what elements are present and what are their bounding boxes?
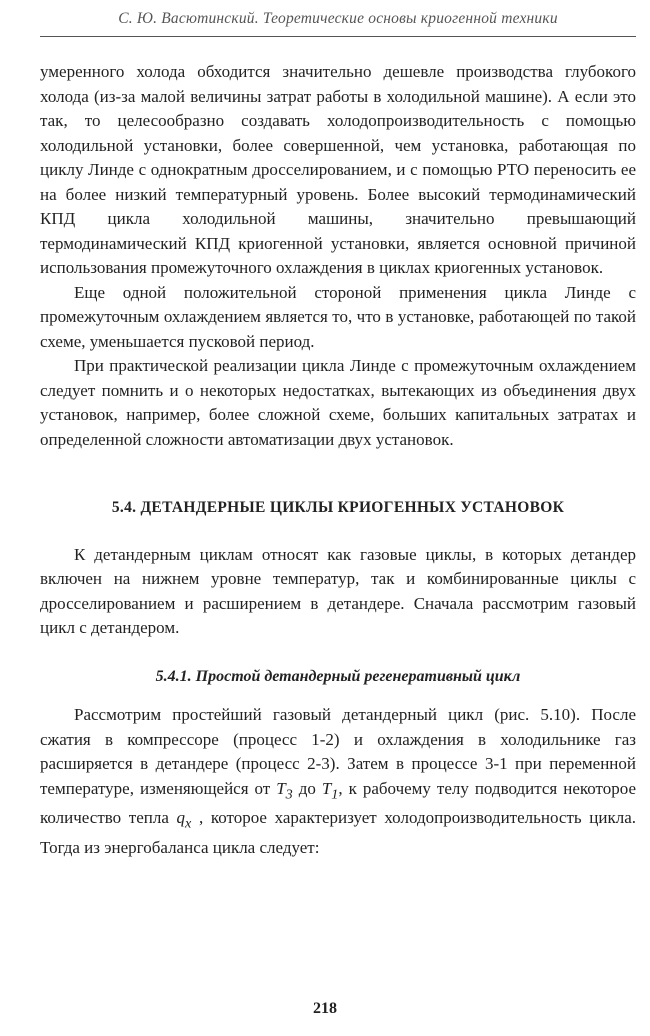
text-part-c: , которое характеризует холодопроизводительность цикла. Тогда из энергобаланса цикла следует: [40, 808, 637, 858]
paragraph-drawbacks: При практической реализации цикла Линде с промежуточным охлаждением следует помнить и о некоторых недостатках, вытекающих из объединения двух установок, например, более сложной схеме, больших капитальных затратах и определенной сложности автоматизации двух установок. [40, 356, 636, 449]
symbol-t1: $T_1$ [321, 778, 339, 802]
symbol-t3: $T_3$ [276, 778, 293, 802]
page-number: 218 [313, 1000, 337, 1017]
paragraph-continuation: умеренного холода обходится значительно дешевле производства глубокого холода (из-за малой величины затрат работы в холодильной машине). А если это так, то целесообразно создавать холодопроизводительность с помощью холодильной установки, более совершенной, чем установка, работающая по циклу Линде с однократным дросселированием, и с помощью РТО переносить ее на более низкий температурный уровень. Более высокий термодинамический КПД цикла холодильной машины, значительно превышающий термодинамический КПД криогенной установки, является основной причиной использования промежуточного охлаждения в циклах криогенных установок. [40, 62, 636, 277]
text-part-b: , к рабочему телу подводится некоторое количество тепла [40, 778, 636, 828]
symbol-qx: $q_x$ [176, 808, 192, 832]
page-body [40, 60, 636, 861]
text-mid: до [298, 778, 316, 798]
section-heading: 5.4. ДЕТАНДЕРНЫЕ ЦИКЛЫ КРИОГЕННЫХ УСТАНОВОК [111, 499, 565, 516]
subsection-heading: 5.4.1. Простой детандерный регенеративный цикл [155, 667, 521, 685]
header-divider [40, 36, 636, 37]
running-header: С. Ю. Васютинский. Теоретические основы криогенной техники [118, 10, 558, 27]
paragraph-startup-period: Еще одной положительной стороной применения цикла Линде с промежуточным охлаждением является то, что в установке, работающей по такой схеме, уменьшается пусковой период. [40, 282, 636, 351]
paragraph-simple-cycle [40, 703, 636, 861]
text-part-a: Рассмотрим простейший газовый детандерный цикл (рис. 5.10). После сжатия в компрессоре (процесс 1-2) и охлаждения в холодильнике газ расширяется в детандере (процесс 2-3). Затем в процессе 3-1 при переменной температуре, изменяющейся от [40, 705, 636, 798]
paragraph-expander-cycles: К детандерным циклам относят как газовые циклы, в которых детандер включен на нижнем уровне температур, так и комбинированные циклы с дросселированием и расширением в детандере. Сначала рассмотрим газовый цикл с детандером. [40, 544, 636, 637]
